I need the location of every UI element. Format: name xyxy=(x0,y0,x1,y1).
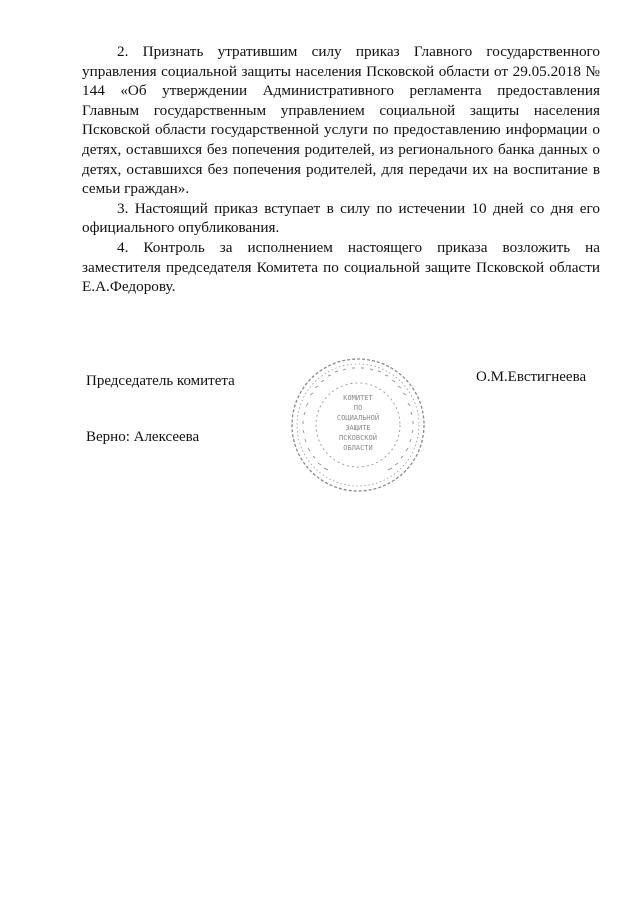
paragraph-2: 2. Признать утратившим силу приказ Главного государственного управления социальной защиты населения Псковской области от 29.05.2018 № 144 «Об утверждении Административного регламента предоставления Главным государственным управлением социальной защиты населения Псковской области государственной услуги по предоставлению информации о детях, оставшихся без попечения родителей, из регионального банка данных о детях, оставшихся без попечения родителей, для передачи их на воспитание в семьи граждан». xyxy=(82,43,600,198)
paragraph-3: 3. Настоящий приказ вступает в силу по истечении 10 дней со дня его официального опубликования. xyxy=(82,199,600,237)
order-text xyxy=(82,42,600,297)
seal-center-text xyxy=(337,394,379,452)
seal-line-2: ПО xyxy=(353,404,363,412)
official-seal xyxy=(288,355,428,495)
certified-copy-note: Верно: Алексеева xyxy=(86,429,200,445)
seal-line-4: ЗАЩИТЕ xyxy=(345,424,371,432)
seal-line-5: ПСКОВСКОЙ xyxy=(339,434,377,442)
seal-line-3: СОЦИАЛЬНОЙ xyxy=(336,414,380,422)
seal-line-6: ОБЛАСТИ xyxy=(343,444,373,452)
signatory-position: Председатель комитета xyxy=(86,373,235,389)
paragraph-4: 4. Контроль за исполнением настоящего приказа возложить на заместителя председателя Комитета по социальной защите Псковской области Е.А.Федорову. xyxy=(82,238,600,296)
signatory-name: О.М.Евстигнеева xyxy=(476,369,587,385)
seal-line-1: КОМИТЕТ xyxy=(343,394,373,402)
